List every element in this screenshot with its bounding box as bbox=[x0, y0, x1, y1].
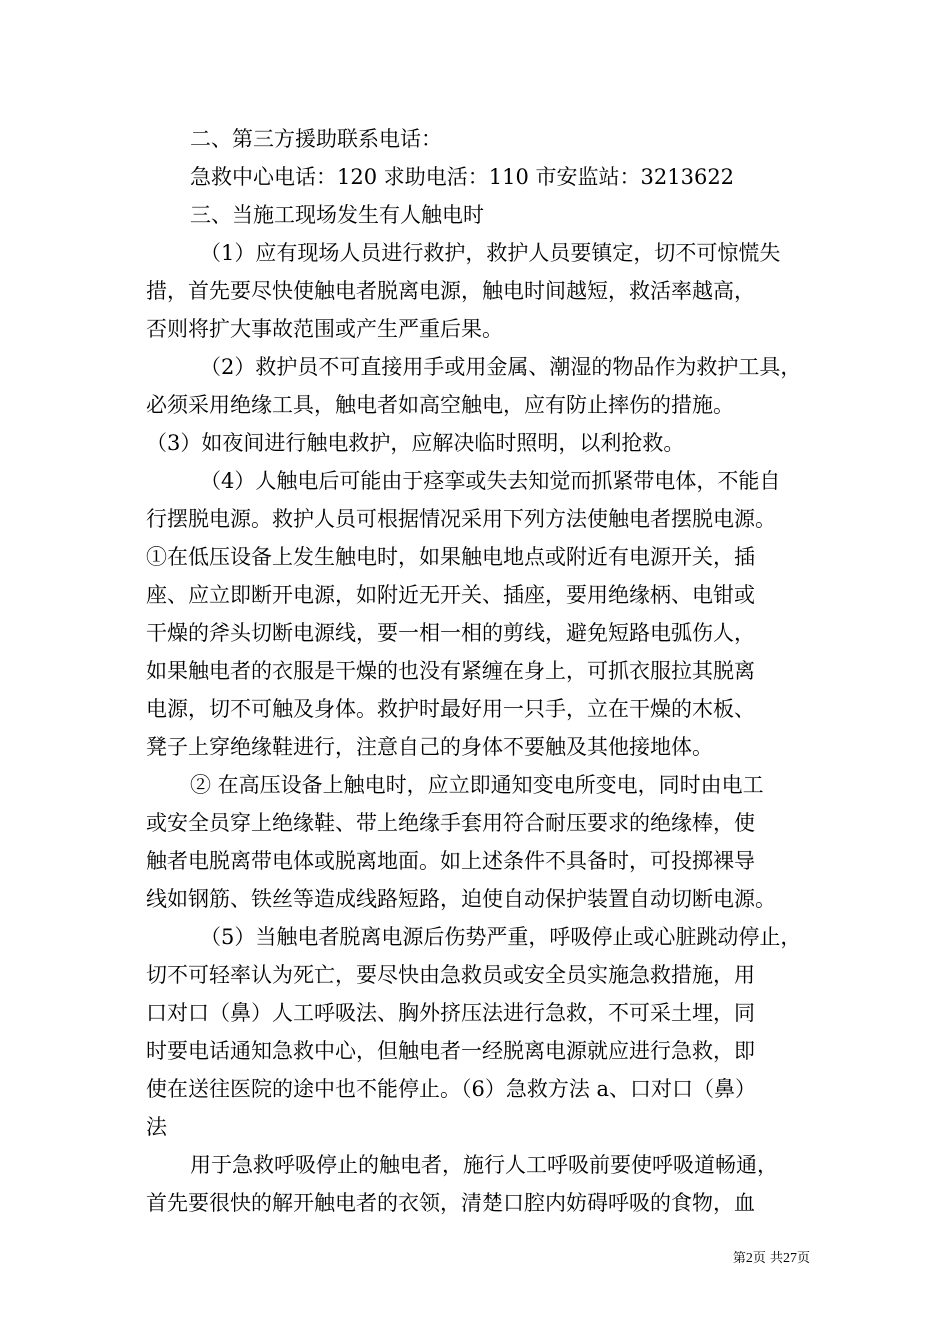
paragraph-line: 电源，切不可触及身体。救护时最好用一只手，立在干燥的木板、 bbox=[146, 697, 755, 721]
paragraph-line: 口对口（鼻）人工呼吸法、胸外挤压法进行急救，不可采土埋，同 bbox=[146, 1001, 755, 1025]
paragraph-line: 凳子上穿绝缘鞋进行，注意自己的身体不要触及其他接地体。 bbox=[146, 735, 713, 759]
paragraph-line: 座、应立即断开电源，如附近无开关、插座，要用绝缘柄、电钳或 bbox=[146, 583, 755, 607]
paragraph-line: ①在低压设备上发生触电时，如果触电地点或附近有电源开关，插 bbox=[146, 545, 755, 569]
paragraph-line: 首先要很快的解开触电者的衣领，清楚口腔内妨碍呼吸的食物，血 bbox=[146, 1191, 755, 1215]
paragraph-line: 触者电脱离带电体或脱离地面。如上述条件不具备时，可投掷裸导 bbox=[146, 849, 755, 873]
footer-middle: 页 共 bbox=[752, 1251, 783, 1266]
section-heading: 二、第三方援助联系电话： bbox=[190, 127, 442, 151]
page-number-footer bbox=[733, 1250, 810, 1268]
paragraph-line: 干燥的斧头切断电源线，要一相一相的剪线，避免短路电弧伤人， bbox=[146, 621, 755, 645]
paragraph-line: 必须采用绝缘工具，触电者如高空触电，应有防止摔伤的措施。 bbox=[146, 393, 734, 417]
section-heading: 三、当施工现场发生有人触电时 bbox=[190, 203, 484, 227]
paragraph-line: ② 在高压设备上触电时，应立即通知变电所变电，同时由电工 bbox=[190, 773, 764, 797]
paragraph-line: 否则将扩大事故范围或产生严重后果。 bbox=[146, 317, 503, 341]
paragraph-line: （3）如夜间进行触电救护，应解决临时照明，以利抢救。 bbox=[146, 431, 685, 455]
paragraph-line: （4）人触电后可能由于痉挛或失去知觉而抓紧带电体，不能自 bbox=[200, 469, 781, 493]
total-page-count: 27 bbox=[782, 1251, 797, 1266]
paragraph-line: 措，首先要尽快使触电者脱离电源，触电时间越短，救活率越高， bbox=[146, 279, 755, 303]
paragraph-line: 使在送往医院的途中也不能停止。（6）急救方法 a、口对口（鼻） bbox=[146, 1077, 757, 1101]
contact-phones: 急救中心电话：120 求助电活：110 市安监站：3213622 bbox=[190, 165, 735, 189]
paragraph-line: 行摆脱电源。救护人员可根据情况采用下列方法使触电者摆脱电源。 bbox=[146, 507, 776, 531]
paragraph-line: 法 bbox=[146, 1115, 167, 1139]
paragraph-line: 或安全员穿上绝缘鞋、带上绝缘手套用符合耐压要求的绝缘棒，使 bbox=[146, 811, 755, 835]
footer-suffix: 页 bbox=[796, 1251, 810, 1266]
paragraph-line: 切不可轻率认为死亡，要尽快由急救员或安全员实施急救措施，用 bbox=[146, 963, 755, 987]
paragraph-line: （5）当触电者脱离电源后伤势严重，呼吸停止或心脏跳动停止， bbox=[200, 925, 802, 949]
footer-prefix: 第 bbox=[732, 1251, 746, 1266]
paragraph-line: 线如钢筋、铁丝等造成线路短路，迫使自动保护装置自动切断电源。 bbox=[146, 887, 776, 911]
paragraph-line: 如果触电者的衣服是干燥的也没有紧缠在身上，可抓衣服拉其脱离 bbox=[146, 659, 755, 683]
paragraph-line: （2）救护员不可直接用手或用金属、潮湿的物品作为救护工具， bbox=[200, 355, 802, 379]
current-page-number: 2 bbox=[745, 1251, 753, 1266]
document-body bbox=[146, 120, 814, 1222]
paragraph-line: 时要电话通知急救中心，但触电者一经脱离电源就应进行急救，即 bbox=[146, 1039, 755, 1063]
paragraph-line: （1）应有现场人员进行救护，救护人员要镇定，切不可惊慌失 bbox=[200, 241, 781, 265]
paragraph-line: 用于急救呼吸停止的触电者，施行人工呼吸前要使呼吸道畅通， bbox=[190, 1153, 778, 1177]
